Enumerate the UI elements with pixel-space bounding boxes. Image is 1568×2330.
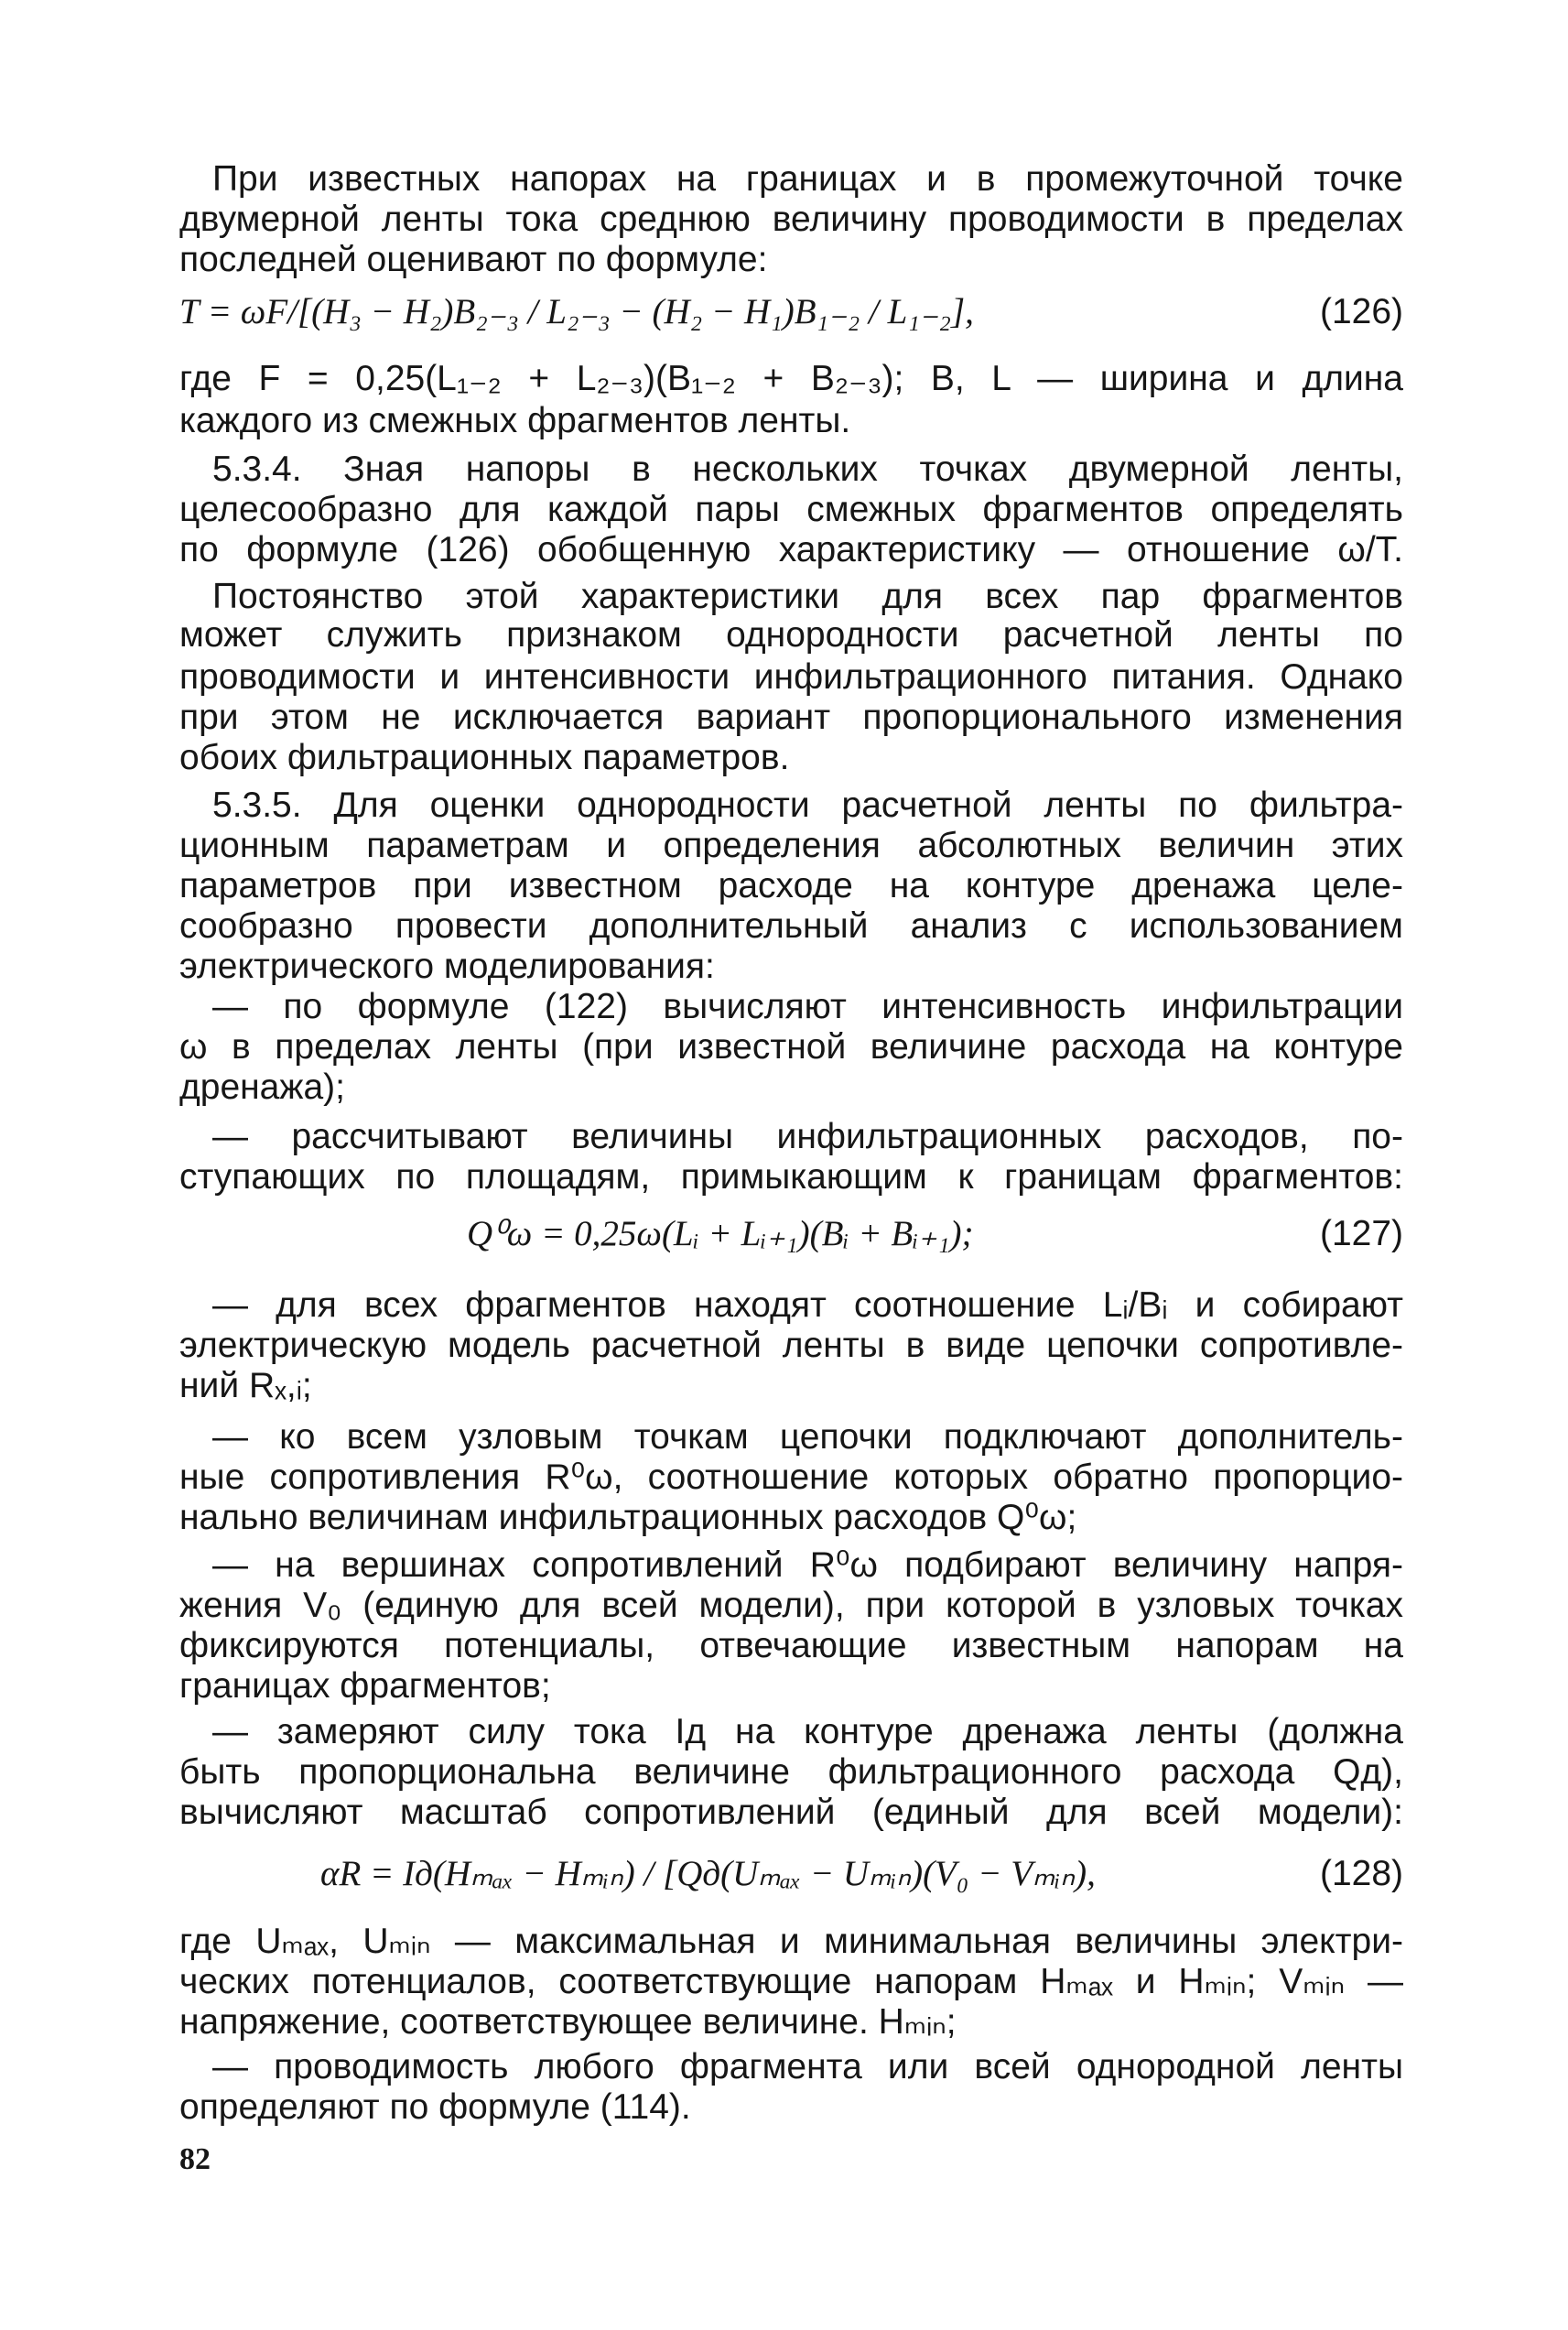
text-line: жения V₀ (единую для всей модели), при которой в узловых точках — [179, 1585, 1403, 1625]
page-number: 82 — [179, 2142, 211, 2176]
text-line: ω в пределах ленты (при известной величине расхода на контуре — [179, 1027, 1403, 1067]
text-line: электрическую модель расчетной ленты в виде цепочки сопротивле- — [179, 1326, 1403, 1366]
text-line: при этом не исключается вариант пропорционального изменения — [179, 698, 1403, 738]
text-line: по формуле (126) обобщенную характеристику — отношение ω/T. — [179, 530, 1403, 570]
text-line: — замеряют силу тока Iд на контуре дренажа ленты (должна — [212, 1712, 1403, 1752]
text-line: ческих потенциалов, соответствующие напорам Hₘₐₓ и Hₘᵢₙ; Vₘᵢₙ — — [179, 1961, 1403, 2001]
text-line: напряжение, соответствующее величине. Hₘᵢₙ; — [179, 2001, 957, 2042]
text-line: сообразно провести дополнительный анализ с использованием — [179, 906, 1403, 947]
text-line: каждого из смежных фрагментов ленты. — [179, 400, 851, 440]
text-line: дренажа); — [179, 1067, 345, 1108]
text-line: нально величинам инфильтрационных расходов Q⁰ω; — [179, 1497, 1077, 1537]
text-line: обоих фильтрационных параметров. — [179, 738, 790, 778]
text-line: При известных напорах на границах и в промежуточной точке — [212, 158, 1403, 199]
text-line: фиксируются потенциалы, отвечающие известным напорам на — [179, 1625, 1403, 1665]
equation-number: (128) — [1319, 1854, 1403, 1894]
text-line: определяют по формуле (114). — [179, 2086, 691, 2127]
formula: Q⁰ω = 0,25ω(Lᵢ + Lᵢ₊₁)(Bᵢ + Bᵢ₊₁); — [467, 1214, 974, 1253]
text-line: 5.3.4. Зная напоры в нескольких точках двумерной ленты, — [212, 450, 1403, 490]
text-line: где Uₘₐₓ, Uₘᵢₙ — максимальная и минимальная величины электри- — [179, 1921, 1403, 1961]
formula: αR = Iд(Hₘₐₓ − Hₘᵢₙ) / [Qд(Uₘₐₓ − Uₘᵢₙ)(V₀ − Vₘᵢₙ), — [320, 1854, 1096, 1894]
text-line: быть пропорциональна величине фильтрационного расхода Qд), — [179, 1752, 1403, 1793]
text-line: параметров при известном расходе на контуре дренажа целе- — [179, 866, 1403, 906]
text-line: — на вершинах сопротивлений R⁰ω подбирают величину напря- — [212, 1544, 1403, 1585]
text-line: — по формуле (122) вычисляют интенсивность инфильтрации — [212, 987, 1403, 1027]
text-line: двумерной ленты тока среднюю величину проводимости в пределах — [179, 199, 1403, 239]
text-line: электрического моделирования: — [179, 947, 715, 987]
text-line: последней оценивают по формуле: — [179, 239, 768, 279]
text-line: Постоянство этой характеристики для всех пар фрагментов — [212, 577, 1403, 616]
equation-number: (126) — [1319, 291, 1403, 331]
text-line: ний Rₓ,ᵢ; — [179, 1366, 312, 1406]
text-line: проводимости и интенсивности инфильтрационного питания. Однако — [179, 657, 1403, 698]
text-line: — проводимость любого фрагмента или всей однородной ленты — [212, 2046, 1403, 2086]
formula: T = ωF/[(H₃ − H₂)B₂₋₃ / L₂₋₃ − (H₂ − H₁)B₁₋₂ / L₁₋₂], — [179, 291, 974, 331]
text-line: где F = 0,25(L₁₋₂ + L₂₋₃)(B₁₋₂ + B₂₋₃); B, L — ширина и длина — [179, 359, 1403, 399]
text-line: целесообразно для каждой пары смежных фрагментов определять — [179, 490, 1403, 530]
text-line: ные сопротивления R⁰ω, соотношение которых обратно пропорцио- — [179, 1457, 1403, 1497]
text-line: может служить признаком однородности расчетной ленты по — [179, 615, 1403, 656]
text-line: ступающих по площадям, примыкающим к границам фрагментов: — [179, 1157, 1403, 1198]
text-line: ционным параметрам и определения абсолютных величин этих — [179, 826, 1403, 866]
text-line: 5.3.5. Для оценки однородности расчетной ленты по фильтра- — [212, 786, 1403, 826]
text-line: — ко всем узловым точкам цепочки подключают дополнитель- — [212, 1416, 1403, 1457]
text-line: границах фрагментов; — [179, 1665, 551, 1706]
text-line: — рассчитывают величины инфильтрационных расходов, по- — [212, 1117, 1403, 1157]
text-line: — для всех фрагментов находят соотношение Lᵢ/Bᵢ и собирают — [212, 1285, 1403, 1326]
text-line: вычисляют масштаб сопротивлений (единый для всей модели): — [179, 1793, 1403, 1833]
equation-number: (127) — [1319, 1214, 1403, 1253]
